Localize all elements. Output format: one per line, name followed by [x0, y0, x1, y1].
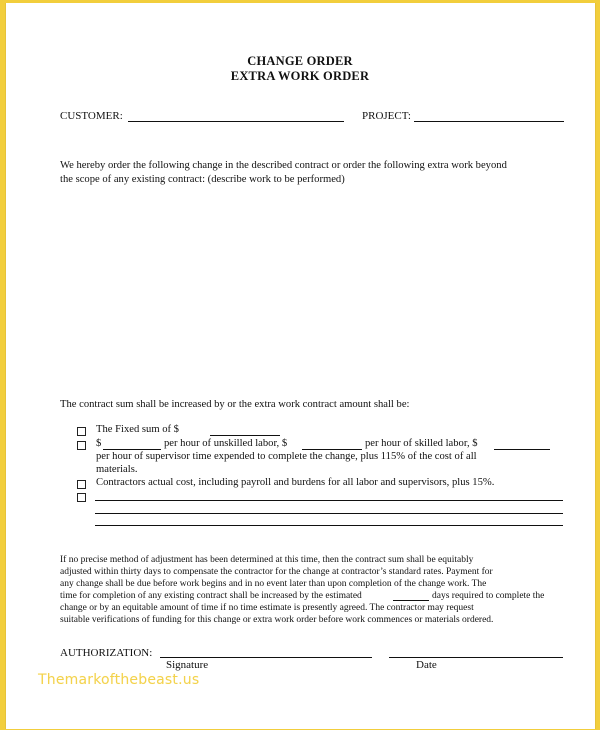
option-other-checkbox[interactable] [77, 493, 86, 502]
terms-line-4b: days required to complete the [432, 591, 545, 601]
contract-sum-text: The contract sum shall be increased by or the extra work contract amount shall be: [60, 399, 410, 410]
option-hourly-text-1: per hour of unskilled labor, $ [164, 438, 288, 449]
authorization-label: AUTHORIZATION: [60, 647, 153, 659]
terms-line-3: any change shall be due before work begins and in no event later than upon completion of the change work. The [60, 579, 487, 589]
customer-label: CUSTOMER: [60, 110, 123, 122]
intro-line-2: the scope of any existing contract: (describe work to be performed) [60, 174, 345, 185]
signature-field[interactable] [160, 657, 372, 658]
work-description-area[interactable] [60, 192, 565, 392]
terms-line-4a: time for completion of any existing contract shall be increased by the estimated [60, 591, 362, 601]
option-actual-cost-label: Contractors actual cost, including payroll and burdens for all labor and supervisors, plus 15%. [96, 477, 495, 488]
project-label: PROJECT: [362, 110, 411, 122]
project-field[interactable] [414, 121, 564, 122]
estimated-days-field[interactable] [393, 600, 429, 601]
terms-line-6: suitable verifications of funding for this change or extra work order before work commences or materials ordered. [60, 615, 494, 625]
other-field-line-2[interactable] [95, 513, 563, 514]
watermark-text: Themarkofthebeast.us [38, 672, 200, 688]
terms-line-2: adjusted within thirty days to compensate the contractor for the change at contractor’s standard rates. Payment for [60, 567, 493, 577]
option-hourly-dollar: $ [96, 438, 102, 449]
date-label: Date [416, 659, 437, 671]
terms-line-5: change or by an equitable amount of time if no time estimate is presently agreed. The contractor may request [60, 603, 474, 613]
signature-label: Signature [166, 659, 209, 671]
document-title: CHANGE ORDER [247, 54, 353, 68]
option-fixed-sum-checkbox[interactable] [77, 427, 86, 436]
option-hourly-text-2: per hour of skilled labor, $ [365, 438, 478, 449]
intro-line-1: We hereby order the following change in the described contract or order the following extra work beyond [60, 160, 507, 171]
other-field-line-1[interactable] [95, 500, 563, 501]
option-fixed-sum-label: The Fixed sum of $ [96, 424, 179, 435]
option-actual-cost-checkbox[interactable] [77, 480, 86, 489]
option-hourly-text-4: materials. [96, 464, 138, 475]
terms-line-1: If no precise method of adjustment has been determined at this time, then the contract sum shall be equitably [60, 555, 474, 565]
fixed-sum-field[interactable] [210, 435, 280, 436]
customer-field[interactable] [128, 121, 344, 122]
option-hourly-text-3: per hour of supervisor time expended to complete the change, plus 115% of the cost of all [96, 451, 477, 462]
other-field-line-3[interactable] [95, 525, 563, 526]
supervisor-rate-field[interactable] [494, 449, 550, 450]
date-field[interactable] [389, 657, 563, 658]
document-subtitle: EXTRA WORK ORDER [230, 69, 370, 83]
option-hourly-checkbox[interactable] [77, 441, 86, 450]
